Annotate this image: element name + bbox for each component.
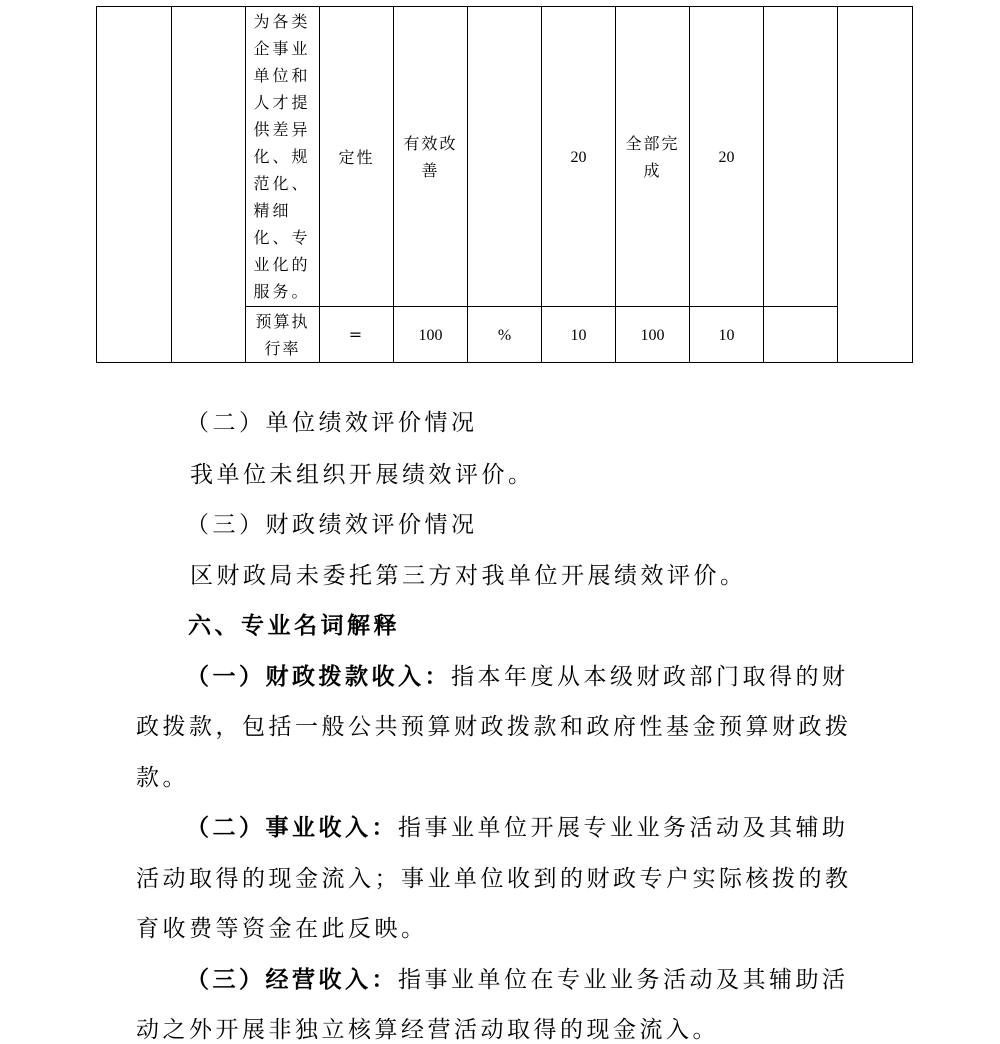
table-cell-weight: 20: [542, 7, 616, 307]
table-cell-unit: %: [468, 307, 542, 363]
unit-eval-heading: （二）单位绩效评价情况: [186, 410, 478, 436]
term3-first-line: [186, 961, 849, 994]
term2-text: 指事业单位开展专业业务活动及其辅助: [398, 815, 849, 841]
term1-line2: 政拨款，包括一般公共预算财政拨款和政府性基金预算财政拨: [136, 714, 852, 740]
term1-label: （一）财政拨款收入：: [186, 663, 451, 690]
table-cell-indicator: 预算执行率: [246, 307, 320, 363]
table-cell-actual: 100: [616, 307, 690, 363]
table-cell-unit: [468, 7, 542, 307]
term2-line3: 育收费等资金在此反映。: [136, 916, 428, 942]
finance-eval-heading: （三）财政绩效评价情况: [186, 512, 478, 538]
table-cell-deviation: [764, 307, 838, 363]
performance-table: [96, 6, 913, 363]
unit-eval-text: 我单位未组织开展绩效评价。: [190, 462, 535, 488]
term1-first-line: [186, 658, 849, 691]
table-cell-blank: [172, 7, 246, 363]
term1-text: 指本年度从本级财政部门取得的财: [451, 664, 849, 690]
term2-line2: 活动取得的现金流入；事业单位收到的财政专户实际核拨的教: [136, 866, 852, 892]
term3-label: （三）经营收入：: [186, 966, 398, 993]
term2-label: （二）事业收入：: [186, 814, 398, 841]
table-cell-target: 100: [394, 307, 468, 363]
term3-text: 指事业单位在专业业务活动及其辅助活: [398, 967, 849, 993]
table-cell-weight: 10: [542, 307, 616, 363]
table-cell-blank: [97, 7, 172, 363]
term1-line3: 款。: [136, 765, 189, 791]
table-cell-blank: [838, 7, 913, 363]
table-cell-deviation: [764, 7, 838, 307]
table-cell-score: 20: [690, 7, 764, 307]
term2-first-line: [186, 809, 849, 842]
table-cell-nature: 定性: [320, 7, 394, 307]
table-cell-indicator: 为各类企事业单位和人才提供差异化、规范化、精细化、专业化的服务。: [246, 7, 320, 307]
table-cell-nature: =: [320, 307, 394, 363]
terms-heading: 六、专业名词解释: [188, 612, 400, 639]
table-row: [97, 7, 913, 307]
table-cell-target: 有效改善: [394, 7, 468, 307]
term3-line2: 动之外开展非独立核算经营活动取得的现金流入。: [136, 1017, 719, 1043]
table-cell-score: 10: [690, 307, 764, 363]
table-cell-actual: 全部完成: [616, 7, 690, 307]
finance-eval-text: 区财政局未委托第三方对我单位开展绩效评价。: [190, 563, 747, 589]
